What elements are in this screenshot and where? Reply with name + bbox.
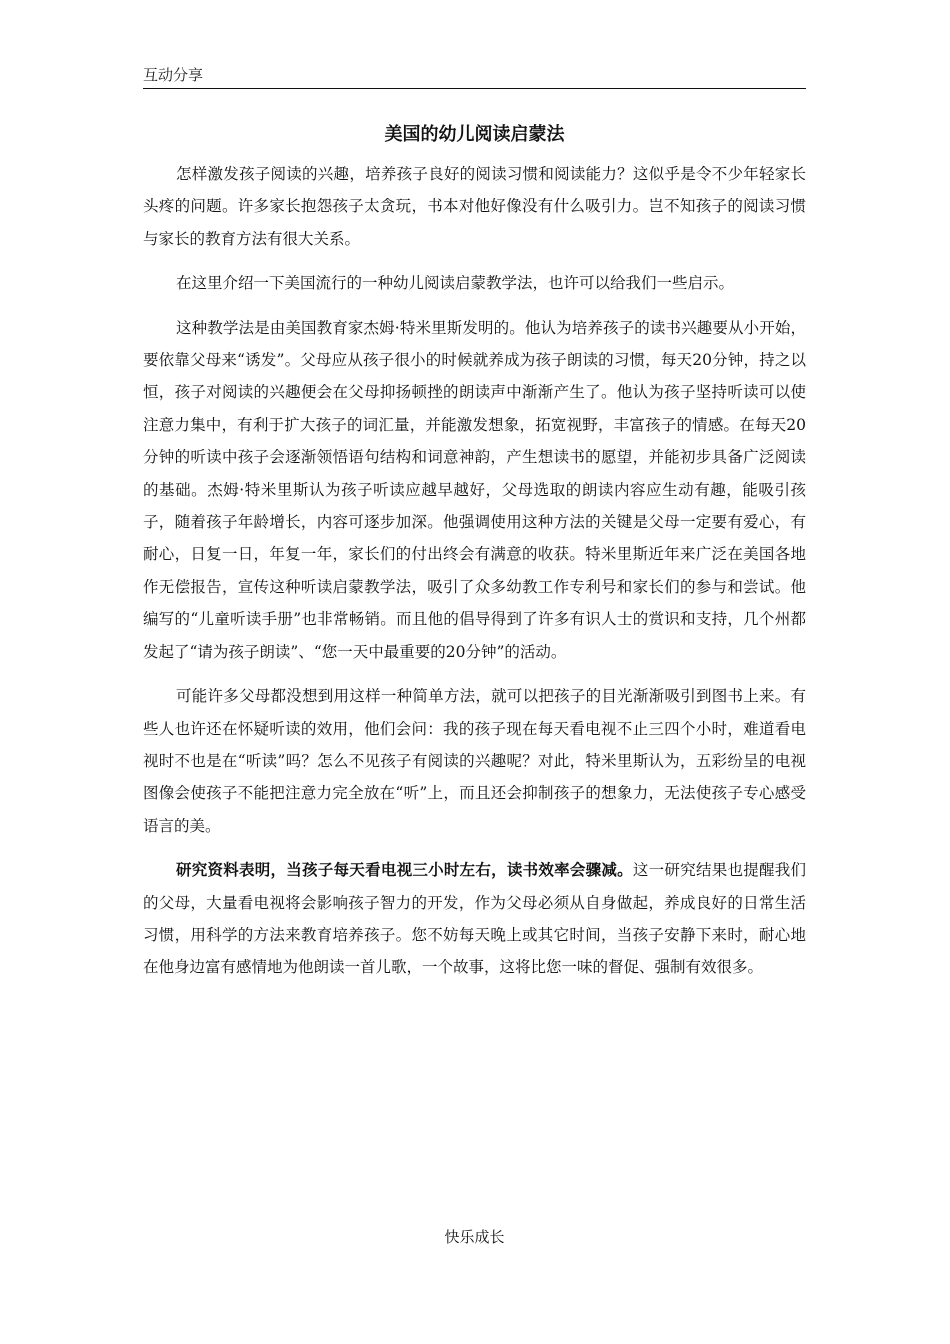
paragraph-intro: 怎样激发孩子阅读的兴趣，培养孩子良好的阅读习惯和阅读能力？这似乎是令不少年轻家长头疼的问题。许多家长抱怨孩子太贪玩，书本对他好像没有什么吸引力。岂不知孩子的阅读习惯与家长的教育方法有很大关系。 (143, 165, 806, 248)
article-body (143, 158, 806, 996)
paragraph-television-question: 可能许多父母都没想到用这样一种简单方法，就可以把孩子的目光渐渐吸引到图书上来。有些人也许还在怀疑听读的效用，他们会问：我的孩子现在每天看电视不止三四个小时，难道看电视时不也是在“听读”吗？怎么不见孩子有阅读的兴趣呢？对此，特米里斯认为，五彩纷呈的电视图像会使孩子不能把注意力完全放在“听”上，而且还会抑制孩子的想象力，无法使孩子专心感受语言的美。 (143, 687, 806, 835)
paragraph-method-details: 这种教学法是由美国教育家杰姆·特米里斯发明的。他认为培养孩子的读书兴趣要从小开始，要依靠父母来“诱发”。父母应从孩子很小的时候就养成为孩子朗读的习惯，每天20分钟，持之以恒，孩子对阅读的兴趣便会在父母抑扬顿挫的朗读声中渐渐产生了。他认为孩子坚持听读可以使注意力集中，有利于扩大孩子的词汇量，并能激发想象，拓宽视野，丰富孩子的情感。在每天20分钟的听读中孩子会逐渐领悟语句结构和词意神韵，产生想读书的愿望，并能初步具备广泛阅读的基础。杰姆·特米里斯认为孩子听读应越早越好，父母选取的朗读内容应生动有趣，能吸引孩子，随着孩子年龄增长，内容可逐步加深。他强调使用这种方法的关键是父母一定要有爱心，有耐心，日复一日，年复一年，家长们的付出终会有满意的收获。特米里斯近年来广泛在美国各地作无偿报告，宣传这种听读启蒙教学法，吸引了众多幼教工作专利号和家长们的参与和尝试。他编写的“儿童听读手册”也非常畅销。而且他的倡导得到了许多有识人士的赏识和支持，几个州都发起了“请为孩子朗读”、“您一天中最重要的20分钟”的活动。 (143, 318, 806, 661)
research-finding-bold: 研究资料表明，当孩子每天看电视三小时左右，读书效率会骤减。 (176, 860, 633, 880)
research-advice-text: 这一研究结果也提醒我们的父母，大量看电视将会影响孩子智力的开发，作为父母必须从自身做起，养成良好的日常生活习惯，用科学的方法来教育培养孩子。您不妨每天晚上或其它时间，当孩子安静下来时，耐心地在他身边富有感情地为他朗读一首儿歌，一个故事，这将比您一味的督促、强制有效很多。 (143, 861, 806, 977)
paragraph-introduction-method: 在这里介绍一下美国流行的一种幼儿阅读启蒙教学法，也许可以给我们一些启示。 (176, 274, 735, 293)
article-title: 美国的幼儿阅读启蒙法 (384, 124, 565, 145)
header-section-label: 互动分享 (143, 66, 204, 84)
paragraph-research-conclusion (143, 854, 806, 984)
page-header (143, 64, 806, 89)
page-footer: 快乐成长 (444, 1228, 505, 1246)
